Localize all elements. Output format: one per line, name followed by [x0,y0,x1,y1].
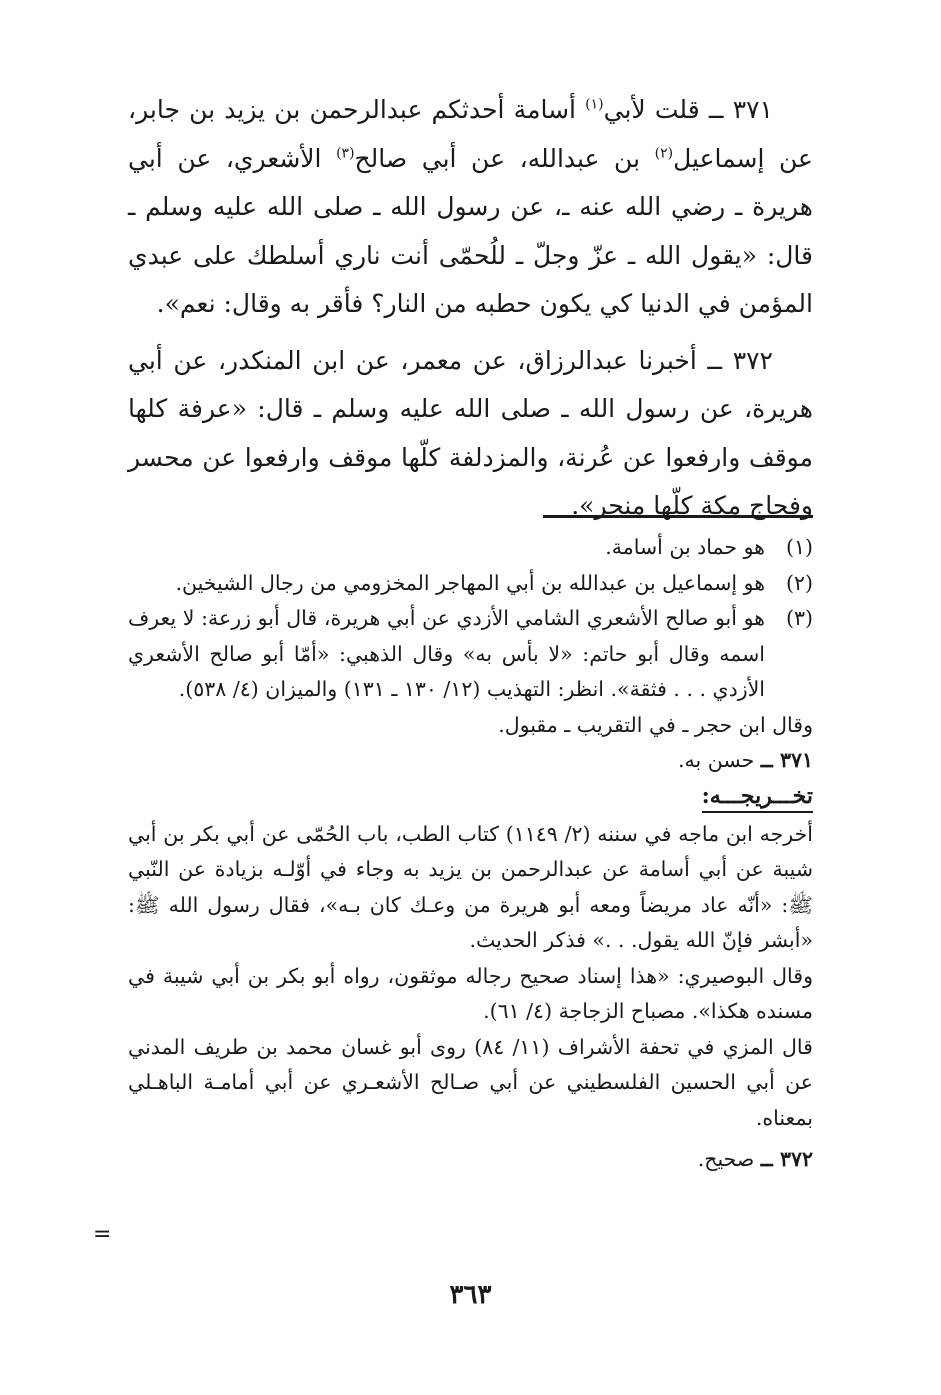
hadith-371-text-c: بن عبدالله، عن أبي صالح [354,143,655,173]
hadith-371-text-b: أسامة أحدثكم عبدالرحمن بن يزيد بن جابر، عن إسماعيل [128,95,813,173]
main-text [128,86,813,531]
footnote-3 [128,601,813,708]
grading-number: ٣٧١ ــ [760,748,813,772]
takhrij-paragraph-2: وقال البوصيري: «هذا إسناد صحيح رجاله موثقون، رواه أبو بكر بن أبي شيبة في مسنده هكذا». مصباح الزجاجة (٤/ ٦١). [128,963,813,1023]
grading-number: ٣٧٢ ــ [760,1147,813,1171]
takhrij-heading: تخـــريجـــه: [702,781,813,813]
footnote-number: (١) [785,535,813,559]
footnote-ref-2[interactable]: (٢) [654,145,674,162]
footnote-text: هو حماد بن أسامة. [605,535,765,559]
footnote-3-continuation: وقال ابن حجر ـ في التقريب ـ مقبول. [498,712,813,737]
takhrij-paragraph-1: أخرجه ابن ماجه في سننه (٢/ ١١٤٩) كتاب الطب، باب الحُمّى عن أبي بكر بن أبي شيبة عن أبي أسامة عن عبدالرحمن بن يزيد به وجاء في أوّلـه بزيادة عن النّبي ﷺ: «أنّه عاد مريضاً ومعه أبو هريرة من وعـك كان بـه»، فقال رسول الله ﷺ: «أبشر فإنّ الله يقول. . .» فذكر الحديث. [128,821,813,952]
grading-text: حسن به. [677,748,761,772]
footnote-text: هو أبو صالح الأشعري الشامي الأزدي عن أبي هريرة، قال أبو زرعة: لا يعرف اسمه وقال أبو حاتم: «لا بأس به» وقال الذهبي: «أمّا أبو صالح الأشعري الأزدي . . . فثقة». انظر: التهذيب (١٢/ ١٣٠ ـ ١٣١) والميزان (٤/ ٥٣٨). [128,606,765,701]
grading-text: صحيح. [697,1147,761,1171]
footnote-text: هو إسماعيل بن عبدالله بن أبي المهاجر المخزومي من رجال الشيخين. [175,570,765,595]
hadith-371-text-a: ٣٧١ ــ قلت لأبي [603,95,773,124]
footnote-number: (٣) [785,606,813,630]
continuation-mark: = [93,1222,112,1247]
page-number: ٣٦٣ [449,1280,492,1310]
footnote-2 [128,566,813,602]
footnote-1 [128,530,813,566]
footnotes-section [128,530,813,1178]
footnote-separator [543,515,813,518]
hadith-371-paragraph [128,86,813,329]
footnote-ref-3[interactable]: (٣) [336,145,355,162]
grading-372 [128,1142,813,1178]
grading-371 [128,743,813,779]
hadith-372-paragraph: ٣٧٢ ــ أخبرنا عبدالرزاق، عن معمر، عن ابن المنكدر، عن أبي هريرة، عن رسول الله ـ صلى الله عليه وسلم ـ قال: «عرفة كلها موقف وارفعوا عن عُرنة، والمزدلفة كلّها موقف وارفعوا عن محسر وفجاج مكة كلّها منحر». [128,345,813,520]
footnote-ref-1[interactable]: (١) [585,96,604,113]
hadith-371-text-d: الأشعري، عن أبي هريرة ـ رضي الله عنه ـ، عن رسول الله ـ صلى الله عليه وسلم ـ قال: «يقول الله ـ عزّ وجلّ ـ للُحمّى أنت ناري أسلطك على عبدي المؤمن في الدنيا كي يكون حطبه من النار؟ فأقر به وقال: نعم». [128,143,813,318]
takhrij-paragraph-3: قال المزي في تحفة الأشراف (١١/ ٨٤) روى أبو غسان محمد بن طريف المدني عن أبي الحسين الفلسطيني عن أبي صـالح الأشعـري عن أبي أمامـة الباهـلي بمعناه. [128,1034,813,1130]
takhrij-heading-row [128,779,813,817]
footnote-number: (٢) [785,570,813,595]
